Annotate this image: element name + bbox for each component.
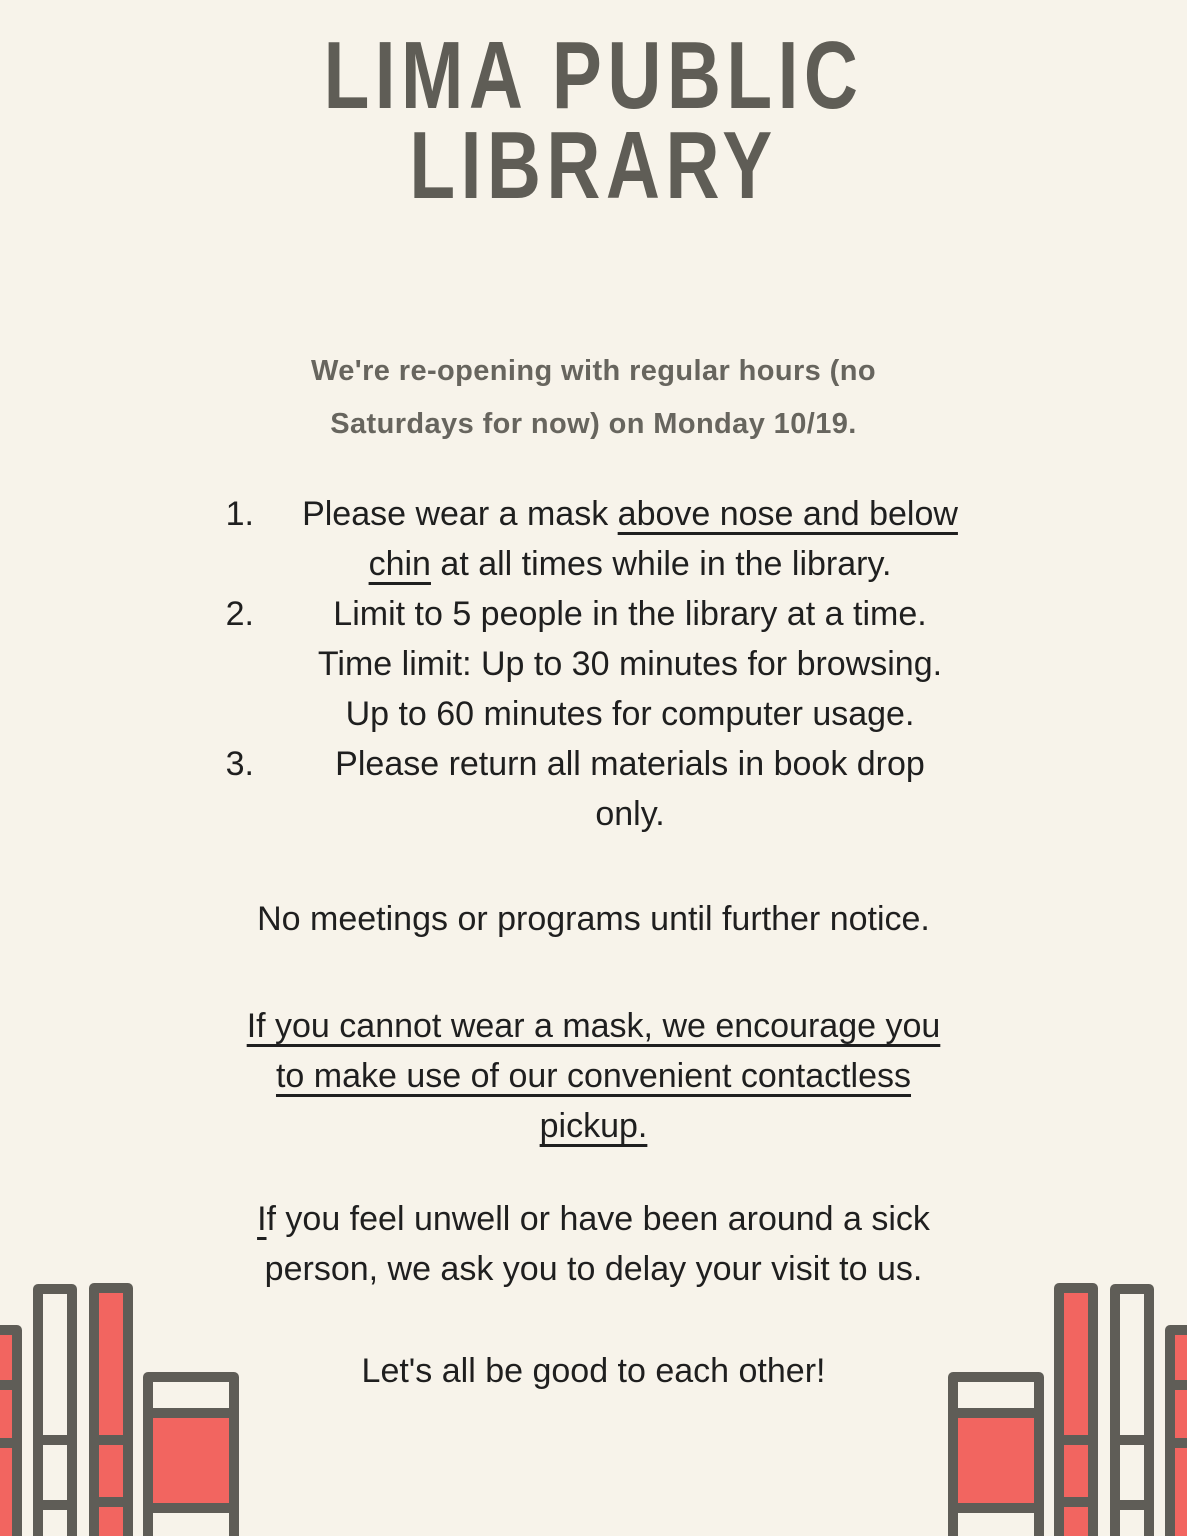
- underlined-initial: I: [257, 1200, 267, 1238]
- bookshelf-illustration-right: [947, 1283, 1187, 1536]
- page-title-line1: LIMA PUBLIC: [323, 22, 864, 129]
- book-spine-icon: [33, 1284, 77, 1536]
- reopening-announcement: [0, 345, 1187, 451]
- rules-list: [225, 489, 1000, 839]
- page-title-line2: LIBRARY: [409, 112, 778, 219]
- reopening-announcement-line1: We're re-opening with regular hours (no: [311, 355, 876, 387]
- book-spine-icon: [948, 1372, 1044, 1536]
- rule-returns: 3. Please return all materials in book drop only.: [260, 739, 1000, 839]
- book-spine-icon: [1110, 1284, 1154, 1536]
- unwell-notice: If you feel unwell or have been around a sick person, we ask you to delay your visit to us.: [257, 1200, 930, 1288]
- no-meetings-notice: No meetings or programs until further notice.: [257, 900, 930, 938]
- contactless-pickup-notice: If you cannot wear a mask, we encourage you to make use of our convenient contactless pickup.: [246, 1007, 941, 1145]
- rule-mask-number: 1.: [225, 495, 254, 533]
- book-spine-icon: [1165, 1325, 1187, 1536]
- rule-capacity: 2. Limit to 5 people in the library at a time. Time limit: Up to 30 minutes for browsing. Up to 60 minutes for computer usage.: [260, 589, 1000, 739]
- rule-capacity-number: 2.: [225, 595, 254, 633]
- rule-returns-number: 3.: [225, 745, 254, 783]
- closing-message: Let's all be good to each other!: [361, 1352, 826, 1390]
- reopening-announcement-line2: Saturdays for now) on Monday 10/19.: [330, 408, 857, 440]
- book-spine-icon: [0, 1325, 22, 1536]
- page-title: [0, 22, 1187, 219]
- rule-mask: 1. Please wear a mask above nose and below chin at all times while in the library.: [260, 489, 1000, 589]
- bookshelf-illustration-left: [0, 1283, 240, 1536]
- underlined-phrase: chin: [368, 545, 431, 583]
- underlined-phrase: above nose and below: [617, 495, 958, 533]
- book-spine-icon: [143, 1372, 239, 1536]
- book-spine-icon: [1054, 1283, 1098, 1536]
- book-spine-icon: [89, 1283, 133, 1536]
